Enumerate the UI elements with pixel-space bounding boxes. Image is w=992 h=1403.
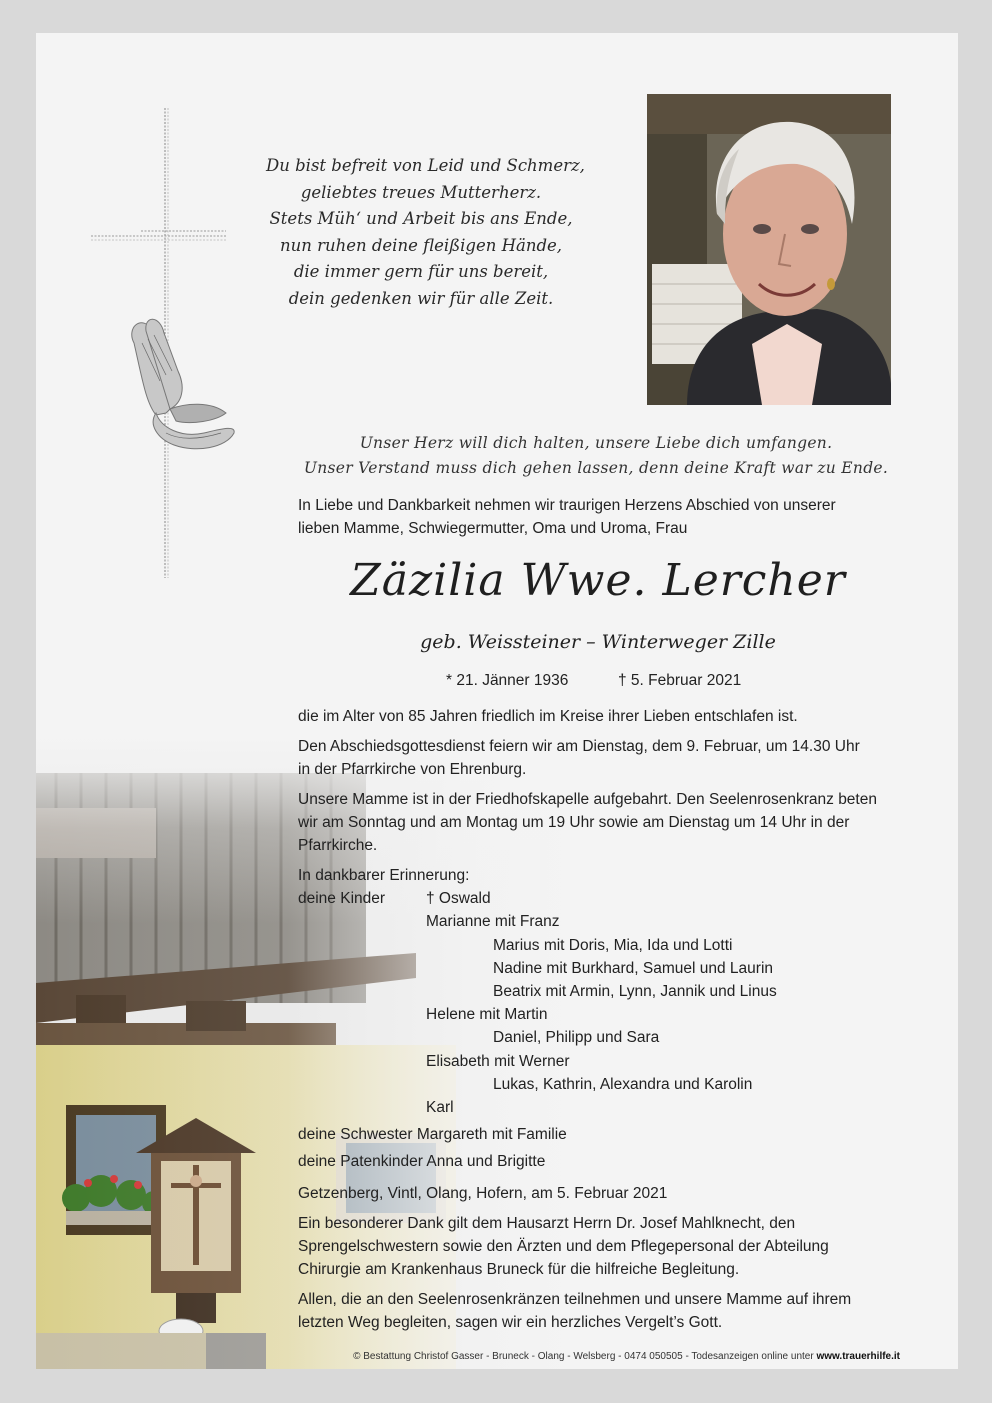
death-date: † 5. Februar 2021 — [618, 672, 742, 689]
family-member: Helene mit Martin — [426, 1006, 548, 1024]
rosary-line: Pfarrkirche. — [298, 837, 378, 854]
poem-line: geliebtes treues Mutterherz. — [300, 182, 542, 202]
poem-line: dein gedenken wir für alle Zeit. — [288, 288, 554, 308]
family-member: Nadine mit Burkhard, Samuel und Laurin — [493, 959, 774, 977]
rosary-line: wir am Sonntag und am Montag um 19 Uhr sowie am Dienstag um 14 Uhr in der — [298, 814, 850, 831]
quote-line: Unser Verstand muss dich gehen lassen, denn deine Kraft war zu Ende. — [303, 459, 889, 477]
family-member: Beatrix mit Armin, Lynn, Jannik und Linus — [493, 982, 777, 1000]
remembrance-label: In dankbarer Erinnerung: — [298, 867, 470, 884]
poem-line: die immer gern für uns bereit, — [293, 262, 549, 281]
service-line: in der Pfarrkirche von Ehrenburg. — [298, 761, 527, 778]
thanks-line: Ein besonderer Dank gilt dem Hausarzt Herrn Dr. Josef Mahlknecht, den — [298, 1215, 796, 1233]
intro-line: In Liebe und Dankbarkeit nehmen wir traurigen Herzens Abschied von unserer — [298, 497, 836, 514]
family-list — [298, 864, 908, 1173]
poem-line: nun ruhen deine fleißigen Hände, — [279, 235, 563, 255]
sister-line: deine Schwester Margareth mit Familie — [298, 1126, 567, 1144]
closing-paragraph — [298, 1288, 908, 1334]
closing-line: Allen, die an den Seelenrosenkränzen teilnehmen und unsere Mamme auf ihrem — [298, 1291, 852, 1309]
age-line: die im Alter von 85 Jahren friedlich im Kreise ihrer Lieben entschlafen ist. — [298, 708, 798, 725]
announcement-body — [298, 705, 908, 1341]
family-member: Marianne mit Franz — [426, 913, 560, 931]
family-member: Lukas, Kathrin, Alexandra und Karolin — [493, 1075, 753, 1093]
closing-line: letzten Weg begleiten, sagen wir ein herzliches Vergelt’s Gott. — [298, 1314, 723, 1332]
family-member: Marius mit Doris, Mia, Ida und Lotti — [493, 936, 733, 954]
thanks-line: Chirurgie am Krankenhaus Bruneck für die hilfreiche Begleitung. — [298, 1261, 740, 1279]
poem-line: Stets Müh‘ und Arbeit bis ans Ende, — [269, 209, 573, 228]
place-date: Getzenberg, Vintl, Olang, Hofern, am 5. Februar 2021 — [298, 1185, 668, 1203]
footer-credit — [298, 1351, 900, 1362]
service-paragraph — [298, 735, 908, 781]
cross-praying-hands-icon — [86, 103, 246, 583]
service-line: Den Abschiedsgottesdienst feiern wir am Dienstag, dem 9. Februar, um 14.30 Uhr — [298, 738, 860, 755]
intro-line: lieben Mamme, Schwiegermutter, Oma und Uroma, Frau — [298, 520, 688, 537]
family-member: † Oswald — [426, 890, 491, 908]
poem-line: Du bist befreit von Leid und Schmerz, — [266, 156, 585, 175]
thanks-line: Sprengelschwestern sowie den Ärzten und dem Pflegepersonal der Abteilung — [298, 1238, 829, 1256]
family-member: Daniel, Philipp und Sara — [493, 1029, 660, 1047]
family-member: Elisabeth mit Werner — [426, 1052, 570, 1070]
rosary-line: Unsere Mamme ist in der Friedhofskapelle aufgebahrt. Den Seelenrosenkranz beten — [298, 791, 877, 808]
family-member: Karl — [426, 1098, 454, 1116]
intro-text — [298, 494, 908, 540]
portrait-photo — [647, 94, 891, 405]
deceased-name: Zäzilia Wwe. Lercher — [350, 555, 846, 606]
quote — [296, 431, 896, 481]
quote-line: Unser Herz will dich halten, unsere Liebe dich umfangen. — [359, 434, 833, 452]
footer-link[interactable]: www.trauerhilfe.it — [816, 1351, 900, 1362]
maiden-name: geb. Weissteiner – Winterweger Zille — [420, 631, 776, 653]
poem — [266, 153, 585, 312]
footer-text: © Bestattung Christof Gasser - Bruneck - Olang - Welsberg - 0474 050505 - Todesanzeigen online unter — [353, 1351, 817, 1362]
children-label: deine Kinder — [298, 890, 386, 908]
godchildren-line: deine Patenkinder Anna und Brigitte — [298, 1153, 546, 1171]
rosary-paragraph — [298, 788, 908, 857]
birth-date: * 21. Jänner 1936 — [446, 672, 569, 689]
thanks-paragraph — [298, 1212, 908, 1281]
obituary-card — [36, 33, 958, 1369]
